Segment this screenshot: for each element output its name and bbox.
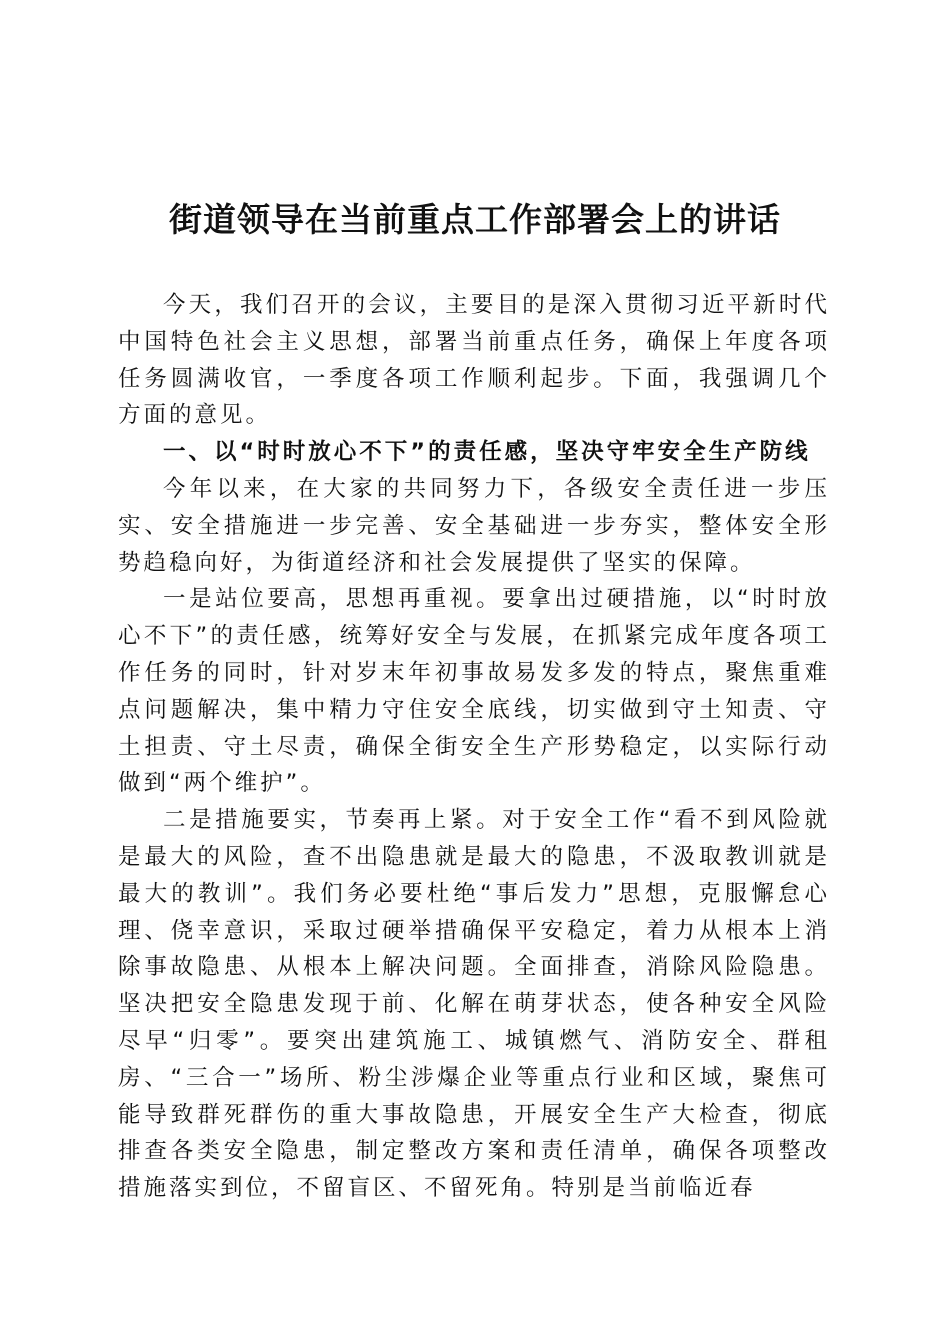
document-body bbox=[118, 287, 830, 1207]
section-heading-1: 一、以“时时放心不下”的责任感，坚决守牢安全生产防线 bbox=[163, 439, 811, 466]
paragraph: 一是站位要高，思想再重视。要拿出过硬措施，以“时时放心不下”的责任感，统筹好安全与发展，在抓紧完成年度各项工作任务的同时，针对岁末年初事故易发多发的特点，聚焦重难点问题解决，集中精力守住安全底线，切实做到守土知责、守土担责、守土尽责，确保全街安全生产形势稳定，以实际行动做到“两个维护”。 bbox=[118, 586, 830, 797]
paragraph: 二是措施要实，节奏再上紧。对于安全工作“看不到风险就是最大的风险，查不出隐患就是最大的隐患，不汲取教训就是最大的教训”。我们务必要杜绝“事后发力”思想，克服懈怠心理、侥幸意识，采取过硬举措确保平安稳定，着力从根本上消除事故隐患、从根本上解决问题。全面排查，消除风险隐患。坚决把安全隐患发现于前、化解在萌芽状态，使各种安全风险尽早“归零”。要突出建筑施工、城镇燃气、消防安全、群租房、“三合一”场所、粉尘涉爆企业等重点行业和区域，聚焦可能导致群死群伤的重大事故隐患，开展安全生产大检查，彻底排查各类安全隐患，制定整改方案和责任清单，确保各项整改措施落实到位，不留盲区、不留死角。特别是当前临近春 bbox=[118, 807, 830, 1202]
paragraph-intro: 今天，我们召开的会议，主要目的是深入贯彻习近平新时代中国特色社会主义思想，部署当前重点任务，确保上年度各项任务圆满收官，一季度各项工作顺利起步。下面，我强调几个方面的意见。 bbox=[118, 292, 830, 429]
document-title: 街道领导在当前重点工作部署会上的讲话 bbox=[169, 200, 781, 239]
paragraph: 今年以来，在大家的共同努力下，各级安全责任进一步压实、安全措施进一步完善、安全基础进一步夯实，整体安全形势趋稳向好，为街道经济和社会发展提供了坚实的保障。 bbox=[118, 475, 830, 576]
